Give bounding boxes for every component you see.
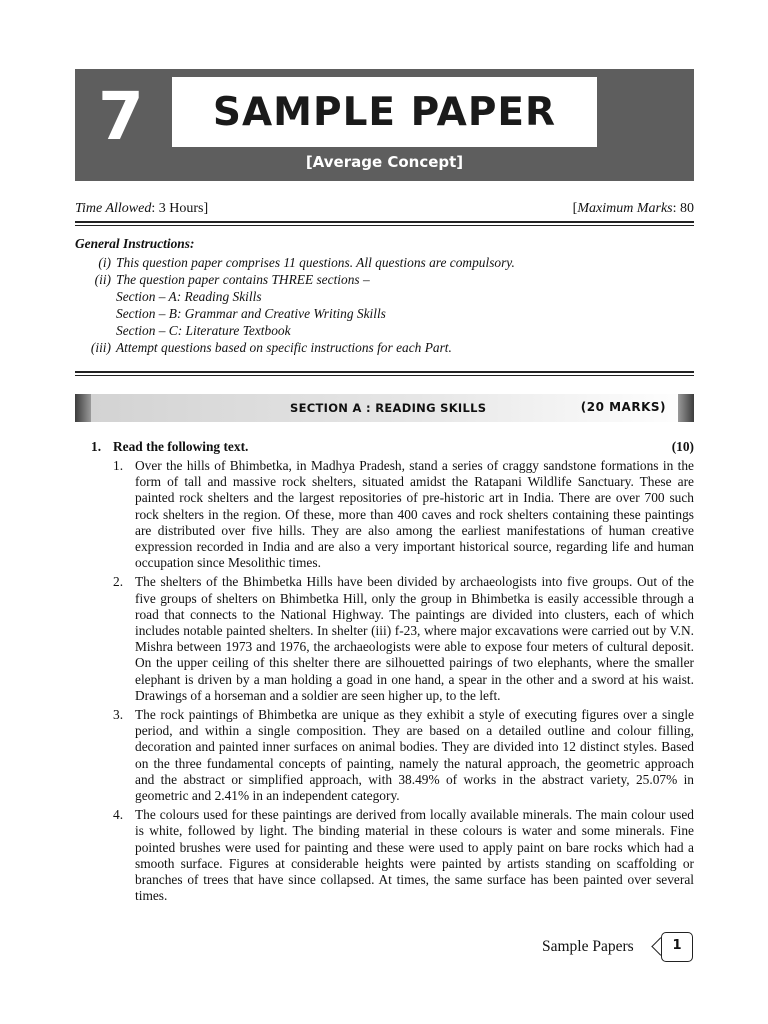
passage-paragraph — [91, 807, 694, 904]
instruction-number: (ii) — [94, 272, 111, 287]
page-footer — [540, 932, 695, 966]
section-list-item: Section – C: Literature Textbook — [116, 323, 291, 338]
question-marks: (10) — [671, 439, 694, 454]
instruction-number: (iii) — [90, 340, 111, 355]
section-list-item: Section – B: Grammar and Creative Writing Skills — [116, 306, 386, 321]
divider-top — [75, 221, 694, 226]
instruction-text: This question paper comprises 11 questions. All questions are compulsory. — [116, 255, 515, 270]
page-number-box — [661, 932, 693, 962]
question-prompt: Read the following text. — [113, 439, 249, 454]
section-bar-cap-right — [678, 394, 694, 422]
question-number: 1. — [91, 439, 102, 454]
time-allowed-value: : 3 Hours] — [151, 201, 209, 216]
passage-paragraph — [91, 574, 694, 704]
section-list-item: Section – A: Reading Skills — [116, 289, 262, 304]
paragraph-text: The rock paintings of Bhimbetka are unique as they exhibit a style of executing figures over a single period, and within a single composition. They are based on a detailed outline and colour filling, decoration and painted inner surfaces on animal bodies. They are divided into 12 distinct styles. Based on the three fundamental concepts of painting, namely the natural approach, the geometric approach and the abstract or simplified approach, with 38.49% of works in the abstract variety, 25.07% in geometric and 2.41% in an independent category. — [135, 707, 694, 804]
instructions-heading: General Instructions: — [75, 236, 195, 251]
instruction-item — [75, 271, 694, 288]
maximum-marks — [573, 200, 694, 218]
instruction-number: (i) — [98, 255, 111, 270]
instruction-item — [75, 339, 694, 356]
header-banner — [75, 69, 694, 181]
instruction-item — [75, 254, 694, 271]
paper-number: 7 — [98, 78, 144, 155]
section-a-marks: (20 MARKS) — [580, 400, 666, 414]
paragraph-number: 4. — [113, 807, 124, 823]
paragraph-text: Over the hills of Bhimbetka, in Madhya Pradesh, stand a series of craggy sandstone formations in the form of tall and massive rock shelters, situated amidst the Ratapani Wildlife Sanctuary. These are painted rock shelters and the largest repositories of pre-historic art in India. There are over 700 such rock shelters in the region. Of these, more than 400 caves and rock shelters containing these paintings are distributed over five hills. They are also among the earliest manifestations of human creative expression recorded in India and are also a very important historical source, regarding life and human occupation since Mesolithic times. — [135, 458, 694, 571]
question-heading — [91, 439, 694, 455]
paragraph-number: 3. — [113, 707, 124, 723]
section-a-header — [75, 394, 694, 422]
instruction-text: The question paper contains THREE sections – — [116, 272, 370, 287]
page-title: SAMPLE PAPER — [212, 90, 557, 135]
maximum-marks-value: : 80 — [672, 201, 694, 216]
passage-paragraph — [91, 458, 694, 571]
footer-label: Sample Papers — [542, 938, 634, 955]
maximum-marks-bracket: [ — [572, 201, 578, 216]
section-bar-cap-left — [75, 394, 91, 422]
divider-bottom — [75, 371, 694, 376]
time-allowed-label: Time Allowed — [75, 201, 152, 216]
paragraph-number: 2. — [113, 574, 124, 590]
passage-paragraph — [91, 707, 694, 804]
section-a-title: SECTION A : READING SKILLS — [290, 401, 487, 415]
title-box — [172, 77, 597, 147]
paragraph-number: 1. — [113, 458, 124, 473]
time-allowed — [75, 200, 208, 218]
maximum-marks-label: Maximum Marks — [577, 201, 673, 216]
page-subtitle: [Average Concept] — [305, 153, 464, 171]
paragraph-text: The shelters of the Bhimbetka Hills have been divided by archaeologists into five groups. Out of the five groups of shelters on Bhimbetka Hill, only the group in Bhimbetka is easily accessible through a road that connects to the National Highway. The paintings are divided into clusters, each of which includes notable painted shelters. In shelter (iii) f-23, where major excavations were carried out by V.N. Mishra between 1973 and 1976, the archaeologists were able to expose four meters of cultural deposit. On the upper ceiling of this shelter there are silhouetted pairings of two elephants, where the smaller elephant is driven by a man holding a goad in one hand, a spear in the other and a sword at his waist. Drawings of a horseman and a soldier are seen higher up, to the left. — [135, 574, 694, 703]
page-number: 1 — [672, 938, 682, 953]
general-instructions — [75, 235, 694, 356]
paragraph-text: The colours used for these paintings are derived from locally available minerals. The main colour used is white, followed by light. The binding material in these colours is water and some minerals. Fine pointed brushes were used for painting and these were used to apply paint on bare rocks which had a smooth surface. Figures at considerable heights were painted by artists standing on scaffolding or branches of trees that have since collapsed. At times, the same surface has been painted over several times. — [135, 807, 694, 904]
question-1 — [91, 439, 694, 904]
instruction-text: Attempt questions based on specific instructions for each Part. — [116, 340, 452, 355]
